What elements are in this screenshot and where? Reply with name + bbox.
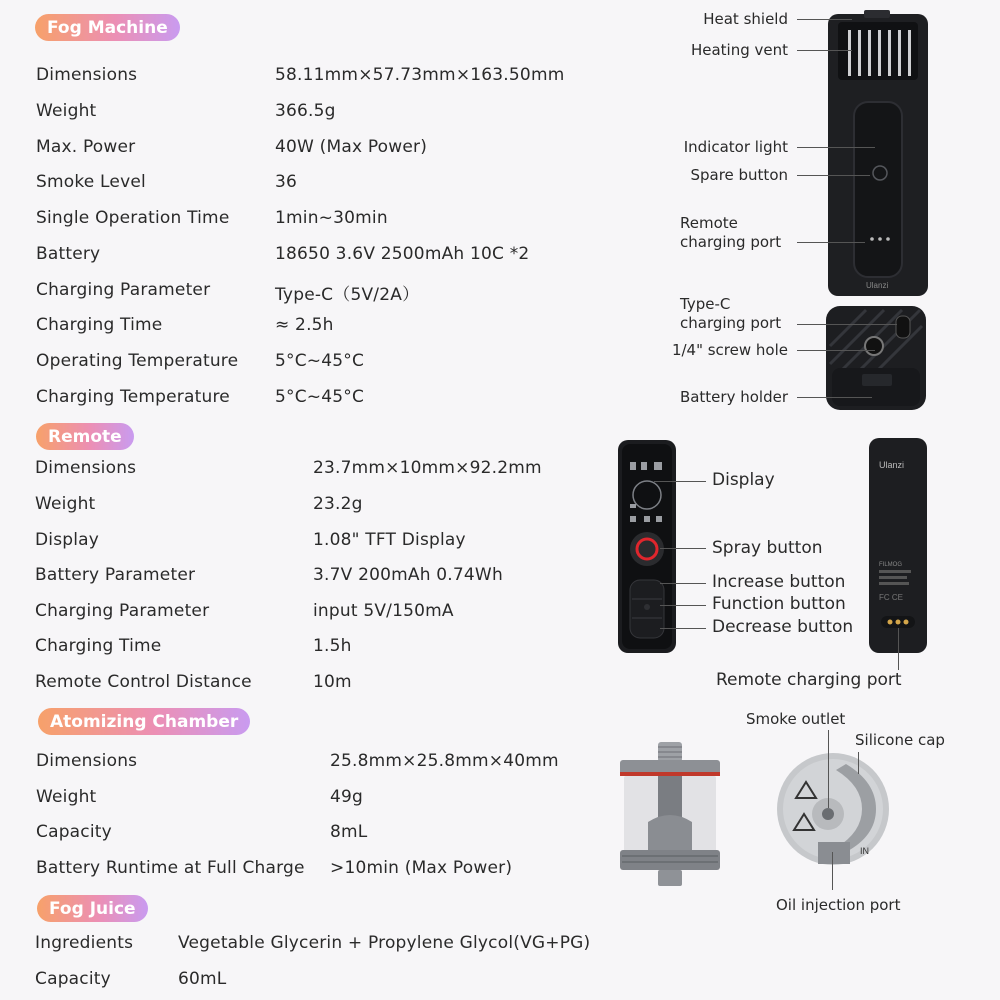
spec-value: 1.08" TFT Display: [313, 530, 466, 550]
spec-value: 60mL: [178, 969, 227, 989]
callout-screw-hole: 1/4" screw hole: [671, 341, 788, 359]
callout-spray-button: Spray button: [712, 538, 823, 558]
leader-line: [797, 324, 897, 325]
remote-model-mark: FILMOG: [879, 562, 903, 568]
spec-label: Battery Parameter: [35, 565, 196, 585]
spec-label: Remote Control Distance: [35, 672, 252, 692]
spec-label: Dimensions: [36, 751, 138, 771]
spec-label: Display: [35, 530, 100, 550]
spec-label: Charging Parameter: [36, 280, 211, 300]
leader-line: [797, 19, 852, 20]
spec-value: Type-C（5V/2A）: [275, 285, 420, 305]
cert-marks: FC CE: [879, 593, 903, 602]
leader-line: [797, 175, 870, 176]
spec-label: Battery Runtime at Full Charge: [36, 858, 305, 878]
spec-label: Single Operation Time: [36, 208, 230, 228]
callout-smoke-outlet: Smoke outlet: [746, 710, 846, 728]
spec-value: 23.7mm×10mm×92.2mm: [313, 458, 542, 478]
leader-line: [898, 628, 899, 670]
spec-value: 58.11mm×57.73mm×163.50mm: [275, 65, 565, 85]
callout-heat-shield: Heat shield: [703, 10, 788, 28]
spec-label: Capacity: [36, 822, 112, 842]
spec-label: Charging Time: [36, 315, 163, 335]
fog-machine-bottom-illustration: [826, 306, 926, 411]
leader-line: [797, 147, 875, 148]
callout-typec-charging-port: Type-C charging port: [680, 295, 782, 332]
leader-line: [797, 350, 875, 351]
spec-label: Charging Temperature: [36, 387, 230, 407]
callout-silicone-cap: Silicone cap: [855, 731, 945, 749]
callout-heating-vent: Heating vent: [690, 41, 788, 59]
leader-line: [797, 50, 852, 51]
spec-label: Weight: [36, 787, 97, 807]
callout-indicator-light: Indicator light: [683, 138, 788, 156]
spec-value: Vegetable Glycerin + Propylene Glycol(VG+PG): [178, 933, 591, 953]
leader-line: [828, 730, 829, 808]
spec-value: 25.8mm×25.8mm×40mm: [330, 751, 559, 771]
remote-title: Remote: [36, 423, 134, 450]
spec-value: 23.2g: [313, 494, 363, 514]
leader-line: [660, 605, 706, 606]
spec-value: 36: [275, 172, 298, 192]
leader-line: [654, 481, 706, 482]
spec-label: Charging Time: [35, 636, 162, 656]
spec-value: 18650 3.6V 2500mAh 10C *2: [275, 244, 530, 264]
fog-machine-front-illustration: [828, 10, 928, 295]
spec-label: Dimensions: [35, 458, 137, 478]
spec-label: Dimensions: [36, 65, 138, 85]
callout-spare-button: Spare button: [690, 166, 788, 184]
spec-label: Weight: [35, 494, 96, 514]
remote-brand-mark: Ulanzi: [879, 460, 905, 470]
spec-value: 10m: [313, 672, 352, 692]
chamber-title: Atomizing Chamber: [38, 708, 250, 735]
brand-mark: Ulanzi: [866, 281, 889, 290]
leader-line: [797, 242, 865, 243]
spec-label: Max. Power: [36, 137, 136, 157]
remote-front-illustration: [618, 440, 678, 654]
callout-remote-charging-port: Remote charging port: [716, 670, 902, 690]
spec-value: ≈ 2.5h: [275, 315, 334, 335]
spec-value: 1min~30min: [275, 208, 388, 228]
callout-increase-button: Increase button: [712, 572, 846, 592]
leader-line: [858, 752, 859, 774]
chamber-top-illustration: [776, 752, 891, 867]
callout-remote-charging-port: Remote charging port: [680, 214, 782, 251]
spec-label: Smoke Level: [36, 172, 146, 192]
callout-battery-holder: Battery holder: [679, 388, 788, 406]
leader-line: [660, 548, 706, 549]
spec-value: >10min (Max Power): [330, 858, 513, 878]
spec-label: Charging Parameter: [35, 601, 210, 621]
spec-value: 1.5h: [313, 636, 352, 656]
callout-display: Display: [712, 470, 775, 490]
spec-value: 3.7V 200mAh 0.74Wh: [313, 565, 503, 585]
inlet-mark: IN: [860, 846, 869, 856]
spec-label: Capacity: [35, 969, 111, 989]
leader-line: [797, 397, 872, 398]
spec-label: Battery: [36, 244, 101, 264]
callout-decrease-button: Decrease button: [712, 617, 854, 637]
fog-machine-title: Fog Machine: [35, 14, 180, 41]
fog-juice-title: Fog Juice: [37, 895, 148, 922]
spec-label: Weight: [36, 101, 97, 121]
leader-line: [832, 852, 833, 890]
spec-value: 366.5g: [275, 101, 336, 121]
spec-value: 40W (Max Power): [275, 137, 428, 157]
spec-label: Ingredients: [35, 933, 134, 953]
leader-line: [660, 583, 706, 584]
callout-function-button: Function button: [712, 594, 846, 614]
spec-value: 8mL: [330, 822, 368, 842]
spec-value: 5°C~45°C: [275, 351, 365, 371]
leader-line: [660, 628, 706, 629]
spec-label: Operating Temperature: [36, 351, 239, 371]
spec-value: input 5V/150mA: [313, 601, 454, 621]
callout-oil-injection-port: Oil injection port: [776, 896, 901, 914]
remote-back-illustration: [869, 438, 929, 654]
spec-value: 5°C~45°C: [275, 387, 365, 407]
spec-value: 49g: [330, 787, 364, 807]
chamber-side-illustration: [618, 742, 723, 887]
